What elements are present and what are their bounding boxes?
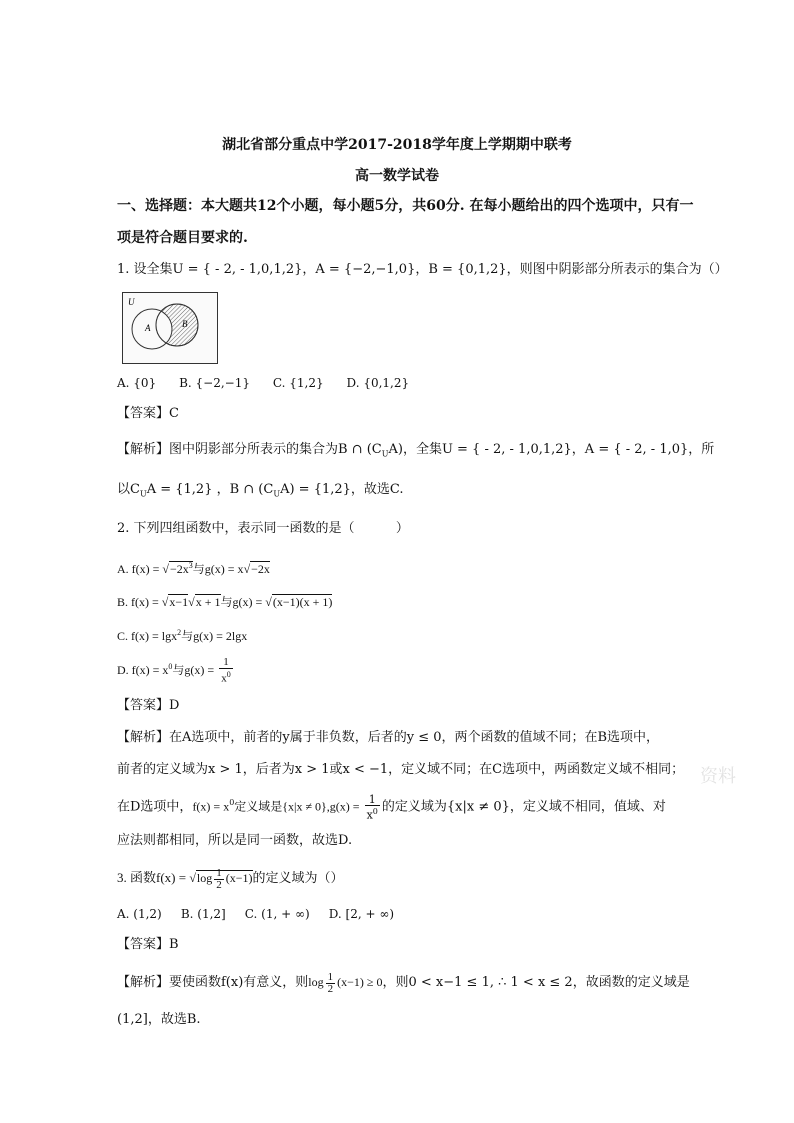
watermark-text: 资料 xyxy=(700,766,736,787)
q2-stem: 2. 下列四组函数中，表示同一函数的是（ ） xyxy=(117,521,409,536)
section-heading-line1: 一、选择题：本大题共12个小题，每小题5分，共60分. 在每小题给出的四个选项中，只有一 xyxy=(117,198,694,214)
q1-answer: 【答案】C xyxy=(117,406,179,421)
q3-explanation-line1: 【解析】要使函数f(x)有意义，则log $\frac{1}{2}$ (x−1) ≥ 0，则0 < x−1 ≤ 1, ∴ 1 < x ≤ 2，故函数的定义域是 xyxy=(117,970,690,995)
q3-options: A. (1,2) B. (1,2] C. (1, + ∞) D. [2, + ∞) xyxy=(117,907,395,921)
exam-subtitle: 高一数学试卷 xyxy=(355,168,439,184)
q3-answer: 【答案】B xyxy=(117,937,179,952)
q2-option-d: D. $f(x) = x^0$与g(x) = $\frac{1}{x^0}$ xyxy=(117,656,231,686)
q3-stem: 3. 函数f(x) = √log $\frac{1}{2}$ (x−1)的定义域为（） xyxy=(117,866,344,891)
q1-options: A. {0} B. {−2,−1} C. {1,2} D. {0,1,2} xyxy=(117,376,410,390)
venn-label-a: A xyxy=(145,323,151,333)
q2-explanation-line3: 在D选项中，$f(x) = x^0$定义域是{x|x ≠ 0},g(x) = $\frac{1}{x^0}$ 的定义域为{x|x ≠ 0}，定义域不相同，值域、对 xyxy=(117,792,666,822)
q1-explanation-line1: 【解析】图中阴影部分所表示的集合为B ∩ $(C_UA)$，全集U = { - 2, - 1,0,1,2}，A = { - 2, - 1,0}，所 xyxy=(117,442,715,459)
q2-option-a: A. $f(x) = √-2x^3$与g(x) = x√−2x xyxy=(117,561,270,576)
exam-title: 湖北省部分重点中学2017-2018学年度上学期期中联考 xyxy=(222,137,572,153)
q2-option-c: C. f(x) = lgx$^2$与g(x) = 2lgx xyxy=(117,628,248,643)
q2-explanation-line1: 【解析】在A选项中，前者的y属于非负数，后者的y ≤ 0，两个函数的值域不同；在B选项中， xyxy=(117,730,660,745)
q2-answer: 【答案】D xyxy=(117,698,180,713)
q1-stem: 1. 设全集U = { - 2, - 1,0,1,2}，A = {−2,−1,0}，B = {0,1,2}，则图中阴影部分所表示的集合为（） xyxy=(117,262,728,277)
q2-explanation-line4: 应法则都相同，所以是同一函数，故选D. xyxy=(117,833,353,848)
q3-explanation-line2: (1,2]，故选B. xyxy=(117,1012,201,1027)
q2-option-b: B. f(x) = √x−1√x + 1与g(x) = √(x−1)(x + 1) xyxy=(117,595,333,609)
section-heading-line2: 项是符合题目要求的. xyxy=(117,230,248,246)
venn-label-u: U xyxy=(128,297,135,307)
venn-diagram xyxy=(122,292,218,364)
venn-label-b: B xyxy=(182,319,188,329)
q1-explanation-line2: 以$C_UA = \{1,2\}$ ，B ∩ $(C_UA) = \{1,2\}$，故选C. xyxy=(117,482,404,499)
q2-explanation-line2: 前者的定义域为x > 1，后者为x > 1或x < −1，定义域不同；在C选项中，两函数定义域不相同； xyxy=(117,762,685,777)
